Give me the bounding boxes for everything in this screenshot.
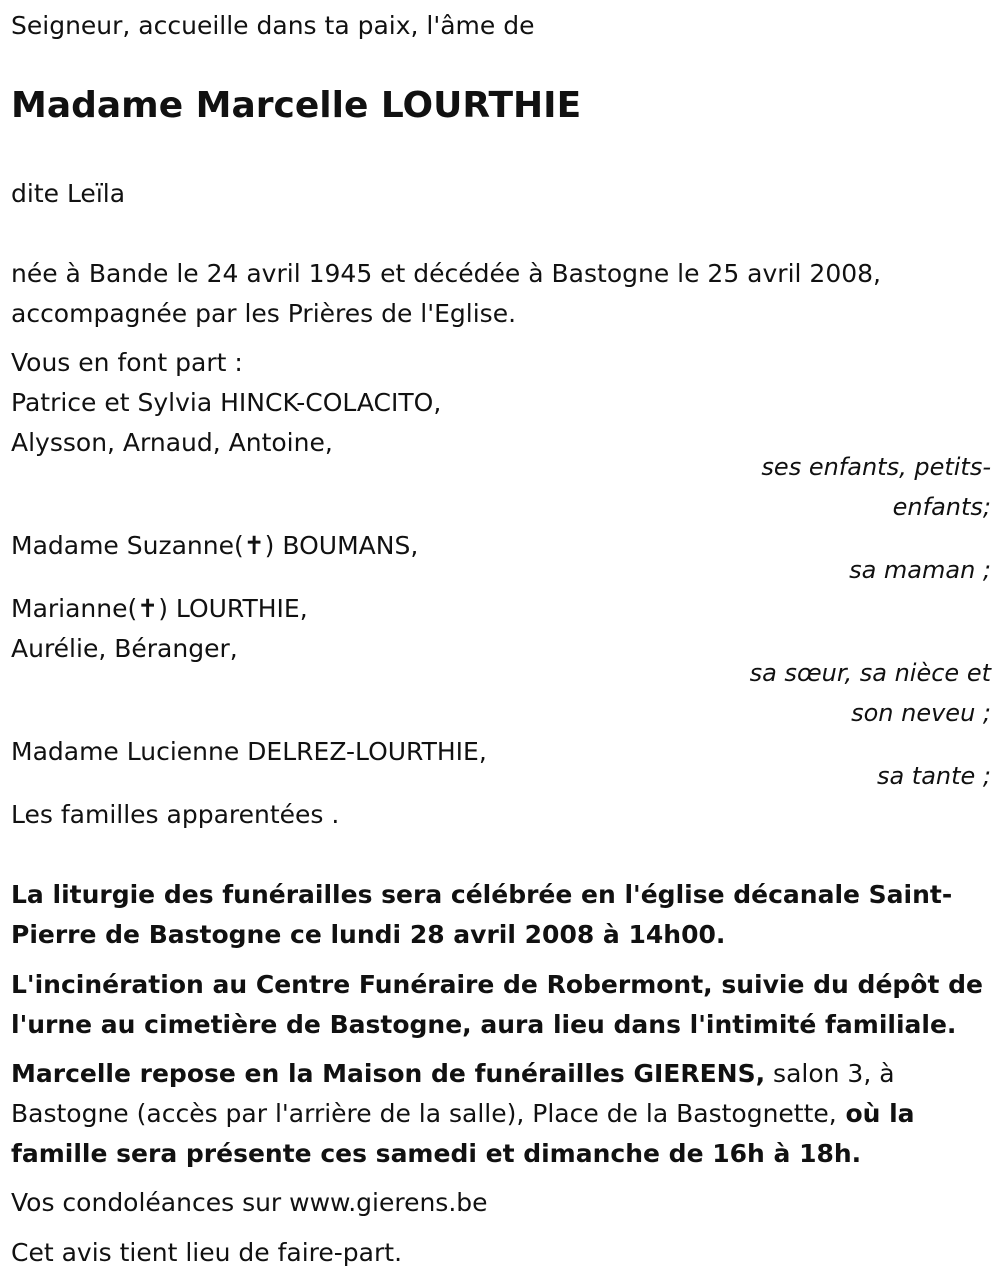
birth-death-text: née à Bande le 24 avril 1945 et décédée à Bastogne le 25 avril 2008, <box>11 259 881 288</box>
announce-text: Vous en font part : <box>11 348 243 377</box>
repose-normal-2: Bastogne (accès par l'arrière de la salle), Place de la Bastognette, <box>11 1099 837 1128</box>
family-line: Madame Suzanne(✝) BOUMANS, <box>11 531 419 560</box>
intro-text: Seigneur, accueille dans ta paix, l'âme de <box>11 11 535 40</box>
repose-bold-end-2: famille sera présente ces samedi et dimanche de 16h à 18h. <box>11 1139 862 1168</box>
liturgy-paragraph <box>11 875 986 955</box>
family-group-children <box>11 383 441 463</box>
family-role-children <box>761 447 991 527</box>
liturgy-line: Pierre de Bastogne ce lundi 28 avril 2008 à 14h00. <box>11 920 726 949</box>
family-line: Aurélie, Béranger, <box>11 634 238 663</box>
family-line: Madame Lucienne DELREZ-LOURTHIE, <box>11 737 487 766</box>
role-line: sa tante ; <box>876 762 991 790</box>
repose-line-1 <box>11 1054 986 1094</box>
prayers-text: accompagnée par les Prières de l'Eglise. <box>11 299 517 328</box>
family-role-aunt <box>877 756 991 796</box>
family-line: Patrice et Sylvia HINCK-COLACITO, <box>11 388 442 417</box>
family-role-sister <box>750 653 991 733</box>
repose-normal-1: salon 3, à <box>765 1059 895 1088</box>
repose-bold-end-1: où la <box>836 1099 915 1128</box>
role-line: sa sœur, sa nièce et <box>749 659 991 687</box>
family-group-aunt <box>11 732 487 772</box>
condolences-text: Vos condoléances sur www.gierens.be <box>11 1188 488 1217</box>
incineration-line: l'urne au cimetière de Bastogne, aura lieu dans l'intimité familiale. <box>11 1010 957 1039</box>
role-line: sa maman ; <box>849 556 991 584</box>
relatives-text: Les familles apparentées . <box>11 800 340 829</box>
family-line: Alysson, Arnaud, Antoine, <box>11 428 333 457</box>
family-group-mother <box>11 526 418 566</box>
repose-paragraph <box>11 1054 986 1174</box>
birth-death-block <box>11 254 881 334</box>
repose-line-2 <box>11 1094 986 1134</box>
incineration-paragraph <box>11 965 986 1045</box>
role-line: son neveu ; <box>851 699 991 727</box>
liturgy-line: La liturgie des funérailles sera célébrée en l'église décanale Saint- <box>11 880 953 909</box>
repose-bold-start: Marcelle repose en la Maison de funérailles GIERENS, <box>11 1059 766 1088</box>
role-line: ses enfants, petits- <box>761 453 991 481</box>
incineration-line: L'incinération au Centre Funéraire de Robermont, suivie du dépôt de <box>11 970 983 999</box>
deceased-name: Madame Marcelle LOURTHIE <box>11 85 582 126</box>
closing-text: Cet avis tient lieu de faire-part. <box>11 1238 403 1267</box>
family-role-mother <box>849 550 991 590</box>
family-group-sister <box>11 589 308 669</box>
alias-text: dite Leïla <box>11 179 126 208</box>
role-line: enfants; <box>892 493 991 521</box>
family-line: Marianne(✝) LOURTHIE, <box>11 594 308 623</box>
